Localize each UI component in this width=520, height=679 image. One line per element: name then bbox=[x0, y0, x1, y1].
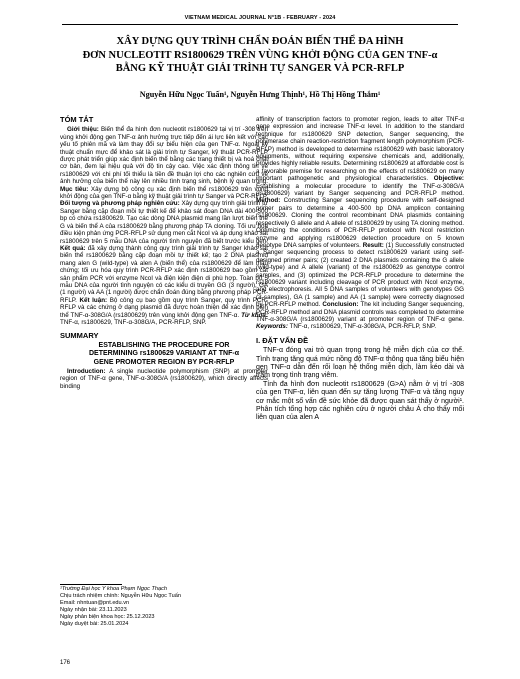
author-list: Nguyễn Hữu Ngọc Tuấn¹, Nguyễn Hưng Thịnh¹, Hồ Thị Hồng Thắm¹ bbox=[139, 90, 381, 99]
english-abstract-start bbox=[60, 368, 268, 390]
footnote-accepted: Ngày duyệt bài: 25.01.2024 bbox=[60, 620, 129, 627]
footnote-reviewed: Ngày phản biện khoa học: 25.12.2023 bbox=[60, 613, 155, 620]
intro-label: Giới thiệu: bbox=[67, 126, 99, 134]
footnote-divider bbox=[60, 584, 122, 585]
intro-text: Biến thể đa hình đơn nucleotit rs1800629 tại vị trí -308 trên vùng khởi động gen TNF-α ảnh hưởng trực tiếp đến ái lực liên kết với các yếu tố phiên mã và làm thay đổi sự biểu hiện của gen TNF-α. Ngoài kỹ thuật chuẩn mực để khảo sát là giải trình tự Sanger, kỹ thuật PCR-RFLP được phát triển giúp xác định biến thể bằng các trang thiết bị và hoá chất cơ bản, đem lại hiệu quả với độ tin cậy cao. Việc xác định thông tin về rs1800629 với chi phí tối thiểu là tiền đề thuận lợi cho các nghiên cứu về ảnh hưởng của biến thể này lên nhiều tình trạng sinh, bệnh lý quan trọng. bbox=[60, 126, 268, 186]
footnote-email: Email: nhntuan@pnt.edu.vn bbox=[60, 599, 130, 606]
summary-heading: SUMMARY bbox=[60, 331, 99, 341]
title-line-3: BẰNG KỸ THUẬT GIẢI TRÌNH TỰ SANGER VÀ PCR-RFLP bbox=[115, 63, 405, 74]
goal-label: Mục tiêu: bbox=[60, 185, 89, 193]
summary-title bbox=[60, 342, 268, 367]
goal-text: Xây dựng bộ công cụ xác định biến thể rs1800629 trên vùng khởi động của gen TNF-α bằng kỹ thuật giải trình tự Sanger và PCR-RFLP. bbox=[60, 185, 269, 201]
conclusion-label: Kết luận: bbox=[79, 296, 108, 304]
conclusion-label-en: Conclusion: bbox=[322, 301, 359, 309]
method-label-en: Method: bbox=[256, 197, 281, 205]
result-label: Kết quả: bbox=[60, 244, 86, 252]
footnote-affiliation: ¹Trường Đại học Y khoa Phạm Ngọc Thạch bbox=[60, 586, 168, 592]
method-label: Đối tượng và phương pháp nghiên cứu: bbox=[60, 200, 180, 208]
summary-title-line-3: GENE PROMOTER REGION BY PCR-RFLP bbox=[93, 358, 235, 366]
result-text-en: (1) Successfully constructed a Sanger sequencing process to detect rs1800629 variant using self-designed primer pairs; (2) created 2 DNA plasmids containing the G allele (wild-type) and A allele (variant) of the rs1800629 as genotype control samples, and (3) optimized the PCR-RFLP procedure to determine the rs1800629 variant including cleavage of PCR product with NcoI enzyme, and electrophoresis. All 5 DNA samples of volunteers with genotypes GG (3 samples), GA (1 sample) and AA (1 sample) were correctly diagnosed by PCR-RFLP method. bbox=[256, 241, 464, 309]
left-column bbox=[60, 116, 268, 390]
keywords-label-en: Keywords: bbox=[256, 323, 288, 331]
objective-text: Establishing a molecular procedure to identify the TNF-α-308G/A (rs1800629) variant by Sanger sequencing and PCR-RFLP method. bbox=[256, 182, 464, 198]
footnote-received: Ngày nhận bài: 23.11.2023 bbox=[60, 606, 127, 613]
summary-title-line-2: DETERMINING rs1800629 VARIANT AT TNF-α bbox=[88, 350, 240, 358]
summary-intro-label: Introduction: bbox=[67, 368, 106, 375]
method-text-en: Constructing Sanger sequencing procedure with self-designed primer pairs to determine a 400-500 bp DNA amplicon containing rs1800629. Cloning the control recombinant DNA plasmids containing respectively G allele and A allele of rs1800629 by using TA cloning method. Optimizing the conditions of PCR-RFLP protocol with NcoI restriction enzyme and applying rs1800629 detection procedure on 5 known genotype DNA samples of volunteers. bbox=[256, 197, 464, 249]
result-text: đã xây dựng thành công quy trình giải trình tự Sanger khảo sát biến thể rs1800629 bằng cặp đoạn mồi tự thiết kế; tạo 2 DNA plasmid mang alen G (wild-type) và alen A (biến thể) của rs1800629 để làm mẫu chứng; tối ưu hóa quy trình PCR-RFLP xác định rs1800629 bao gồm cắt sản phẩm PCR với enzyme NcoI và điện kiện điện di phù hợp. Toàn bộ 5 mẫu DNA của người tình nguyện có các kiểu di truyền GG (3 người), GA (1 người) và AA (1 người) được chẩn đoán đúng bằng phương pháp PCR-RFLP. bbox=[60, 244, 268, 304]
english-abstract-cont bbox=[256, 116, 464, 331]
summary-cont-text: affinity of transcription factors to promoter region, leads to alter TNF-α gene expression and increase TNF-α level. In addition to the standard technique for rs1800629 SNP detection, Sanger sequencing, the polymerase chain reaction-restriction fragment length polymorphism (PCR-RFLP) method is developed to determine rs1800629 with basic laboratory equipments, without requiring expensive chemicals and, additionally, provides highly reliable results. Determining rs1800629 at affordable cost is a favorable premise for researching on the effects of rs1800629 on many important pathogenetic and physiological characteristics. bbox=[256, 116, 464, 183]
intro-paragraph-2: Tính đa hình đơn nucleotit rs1800629 (G>A) nằm ở vị trí -308 của gen TNF-α, liên quan đến sự tăng lượng TNF-α và tăng nguy cơ mắc một số vấn đề sức khỏe đã được quan sát thấy ở người¹. Phân tích tổng hợp các nghiên cứu ở người châu Á cho thấy mối liên quan của alen A bbox=[256, 380, 464, 422]
intro-paragraph-1: TNF-α đóng vai trò quan trọng trong hệ miễn dịch của cơ thể. Tình trạng tăng quá mức nồng độ TNF-α thông qua tăng biểu hiện gen TNF-α dẫn đến rối loạn hệ thống miễn dịch, làm kéo dài và trầm trọng tình trạng viêm. bbox=[256, 347, 464, 380]
conclusion-text: Bộ công cụ bao gồm quy trình Sanger, quy trình PCR-RFLP và các chứng ở dạng plasmid đã được hoàn thiện để xác định biến thể TNF-α-308G/A (rs1800629) trên vùng khởi động gen TNF-α. bbox=[60, 296, 268, 319]
objective-label: Objective: bbox=[433, 175, 464, 183]
tom-tat-heading: TÓM TẮT bbox=[60, 115, 94, 124]
article-title bbox=[40, 35, 480, 76]
footnote-corresponding: Chịu trách nhiệm chính: Nguyễn Hữu Ngọc Tuấn bbox=[60, 592, 181, 599]
header-divider bbox=[62, 24, 458, 25]
conclusion-text-en: The kit including Sanger sequencing, PCR-RFLP method and DNA plasmid controls was completed to determine TNF-α-308G/A (rs1800629) variant at promoter region of TNF-α gene. bbox=[256, 301, 464, 323]
summary-intro-text: A single nucleotide polymorphism (SNP) at promoter region of TNF-α gene, TNF-α-308G/A (rs1800629), which directly affects binding bbox=[60, 368, 268, 390]
section-1-heading: I. ĐẶT VẤN ĐỀ bbox=[256, 335, 309, 345]
right-column bbox=[256, 116, 464, 423]
title-line-2: ĐƠN NUCLEOTIT RS1800629 TRÊN VÙNG KHỞI ĐỘNG CỦA GEN TNF-α bbox=[82, 49, 438, 61]
keywords-text: TNF-α, rs1800629, TNF-α-308G/A, PCR-RFLP, SNP. bbox=[60, 318, 207, 326]
summary-title-line-1: ESTABLISHING THE PROCEDURE FOR bbox=[98, 341, 230, 349]
keywords-text-en: TNF-α, rs1800629, TNF-α-308G/A, PCR-RFLP, SNP. bbox=[287, 323, 437, 331]
footnotes bbox=[60, 586, 260, 627]
keywords-label: Từ khoá: bbox=[241, 311, 268, 319]
journal-header: VIETNAM MEDICAL JOURNAL N°1B - FEBRUARY - 2024 bbox=[184, 15, 336, 21]
vietnamese-abstract bbox=[60, 126, 268, 326]
page-number: 176 bbox=[60, 660, 71, 666]
title-line-1: XÂY DỰNG QUY TRÌNH CHẨN ĐOÁN BIẾN THỂ ĐA HÌNH bbox=[116, 36, 404, 47]
result-label-en: Result: bbox=[362, 241, 384, 249]
method-text: Xây dựng quy trình giải trình tự Sanger bằng cặp đoạn mồi tự thiết kế để khảo sát đoạn DNA dài 400-500 bp có chứa rs1800629. Tạo các dòng DNA plasmid mang lần lượt biến thể G và biến thể A của rs1800629 bằng phương pháp TA cloning. Tối ưu hoá điều kiện phản ứng PCR-RFLP sử dụng men cắt NcoI và áp dụng khảo sát rs1800629 trên 5 mẫu DNA của người tình nguyện đã biết trước kiểu gen. bbox=[60, 200, 268, 245]
